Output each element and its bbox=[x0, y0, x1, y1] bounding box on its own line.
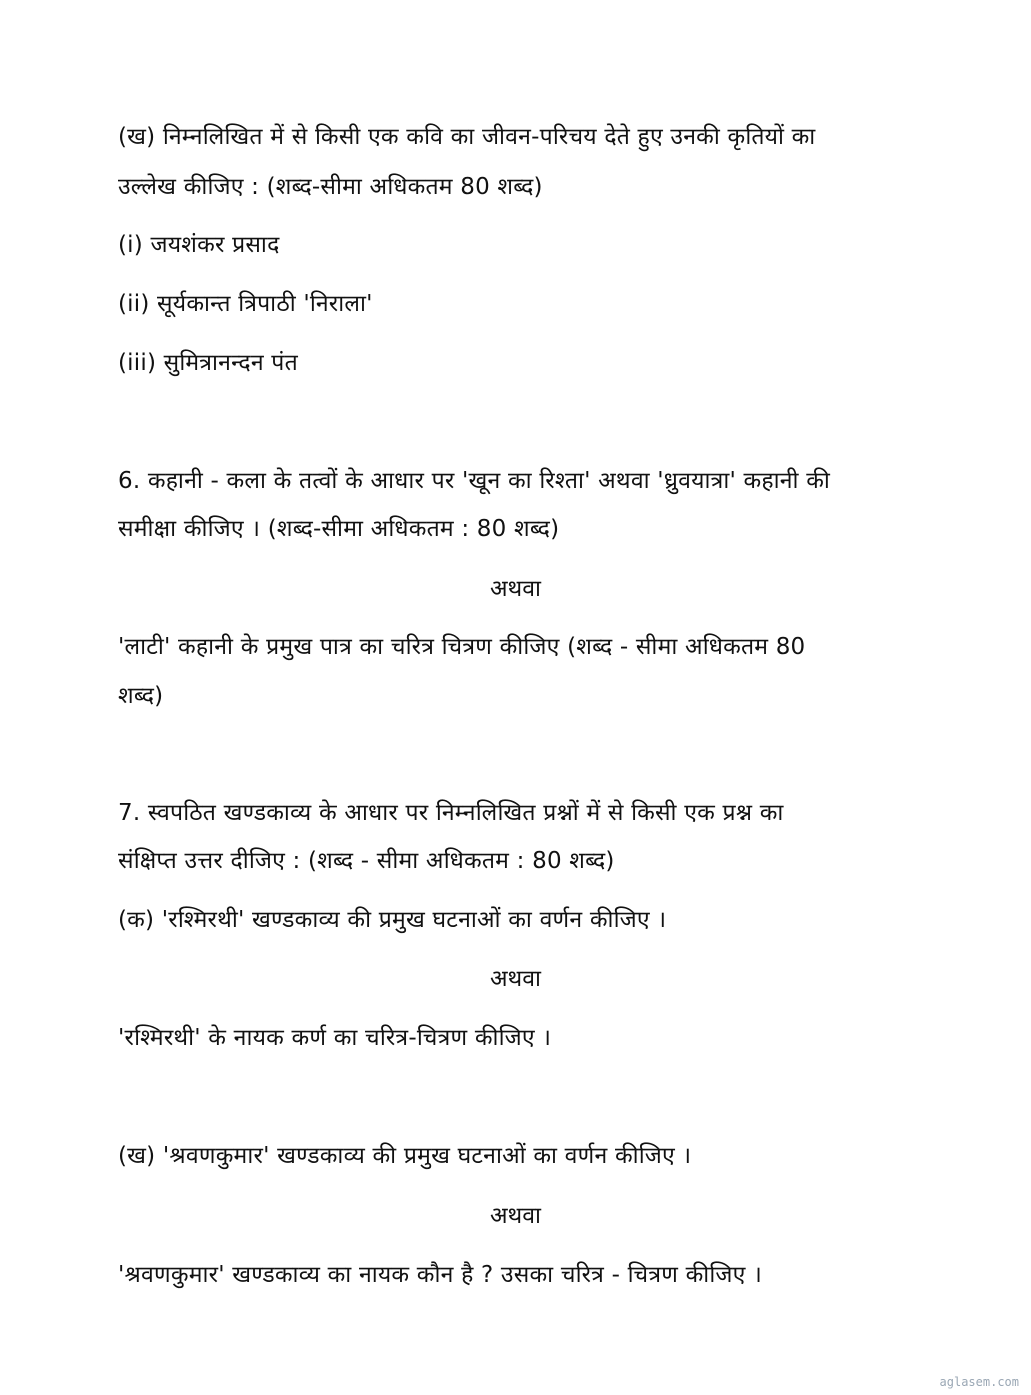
q7-kha-alt: 'श्रवणकुमार' खण्डकाव्य का नायक कौन है ? उसका चरित्र - चित्रण कीजिए । bbox=[118, 1262, 762, 1288]
q7-kha-or-label: अथवा bbox=[489, 1203, 541, 1229]
q7-ka-or-label: अथवा bbox=[489, 966, 541, 992]
q7-ka: (क) 'रश्मिरथी' खण्डकाव्य की प्रमुख घटनाओं का वर्णन कीजिए । bbox=[118, 907, 667, 933]
q5-option-2: (ii) सूर्यकान्त त्रिपाठी 'निराला' bbox=[118, 291, 373, 317]
q5-option-3: (iii) सुमित्रानन्दन पंत bbox=[118, 350, 298, 376]
q6-alt-line-2: शब्द) bbox=[118, 683, 164, 709]
q5-kha-line-2: उल्लेख कीजिए : (शब्द-सीमा अधिकतम 80 शब्द) bbox=[118, 174, 543, 200]
q7-ka-alt: 'रश्मिरथी' के नायक कर्ण का चरित्र-चित्रण कीजिए । bbox=[118, 1025, 552, 1051]
watermark-text: aglasem.com bbox=[939, 1375, 1019, 1389]
q7-line-1: 7. स्वपठित खण्डकाव्य के आधार पर निम्नलिखित प्रश्नों में से किसी एक प्रश्न का bbox=[118, 800, 784, 826]
q7-line-2: संक्षिप्त उत्तर दीजिए : (शब्द - सीमा अधिकतम : 80 शब्द) bbox=[118, 848, 615, 874]
q6-alt-line-1: 'लाटी' कहानी के प्रमुख पात्र का चरित्र चित्रण कीजिए (शब्द - सीमा अधिकतम 80 bbox=[118, 634, 806, 660]
q5-kha-line-1: (ख) निम्नलिखित में से किसी एक कवि का जीवन-परिचय देते हुए उनकी कृतियों का bbox=[118, 124, 816, 150]
q6-line-1: 6. कहानी - कला के तत्वों के आधार पर 'खून का रिश्ता' अथवा 'ध्रुवयात्रा' कहानी की bbox=[118, 468, 831, 494]
q6-or-label: अथवा bbox=[489, 576, 541, 602]
q5-option-1: (i) जयशंकर प्रसाद bbox=[118, 232, 280, 258]
q7-kha: (ख) 'श्रवणकुमार' खण्डकाव्य की प्रमुख घटनाओं का वर्णन कीजिए । bbox=[118, 1143, 692, 1169]
q6-line-2: समीक्षा कीजिए । (शब्द-सीमा अधिकतम : 80 शब्द) bbox=[118, 516, 560, 542]
